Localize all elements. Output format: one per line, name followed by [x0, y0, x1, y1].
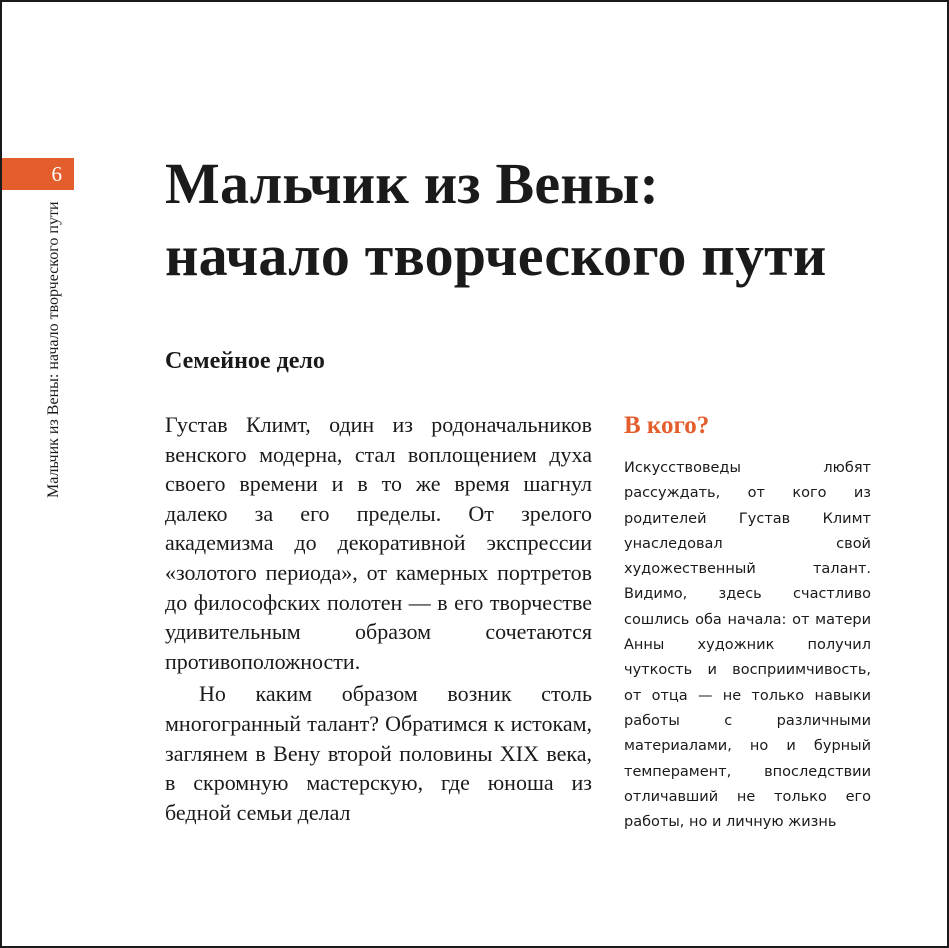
- main-body-text: [165, 410, 592, 827]
- sidebar-paragraph: Искусствоведы любят рассуждать, от кого из родителей Густав Климт унаследовал свой художественный талант. Видимо, здесь счастливо сошлись оба начала: от матери Анны художник получил чуткость и восприимчивость, от отца — не только навыки работы с различными материалами, но и бурный темперамент, впоследствии отличавший не только его работы, но и личную жизнь: [624, 460, 871, 831]
- running-head-text: Мальчик из Вены: начало творческого пути: [45, 201, 62, 498]
- body-paragraph: Густав Климт, один из родоначальников венского модерна, стал воплощением духа своего времени и в то же время шагнул далеко за его пределы. От зрелого академизма до декоративной экспрессии «золотого периода», от камерных портретов до философских полотен — в его творчестве удивительным образом сочетаются противоположности.: [165, 412, 592, 674]
- running-head: [42, 198, 66, 498]
- body-paragraph: Но каким образом возник столь многогранный талант? Обратимся к истокам, заглянем в Вену второй половины XIX века, в скромную мастерскую, где юноша из бедной семьи делал: [165, 681, 592, 825]
- section-heading: Семейное дело: [165, 348, 325, 374]
- page-number: 6: [51, 162, 62, 186]
- page-number-tab: [2, 158, 74, 190]
- sidebar-text: [624, 456, 871, 835]
- chapter-title-line-2: начало творческого пути: [165, 223, 827, 288]
- chapter-title: [165, 148, 826, 292]
- chapter-title-line-1: Мальчик из Вены:: [165, 151, 659, 216]
- sidebar-heading: В кого?: [624, 412, 710, 439]
